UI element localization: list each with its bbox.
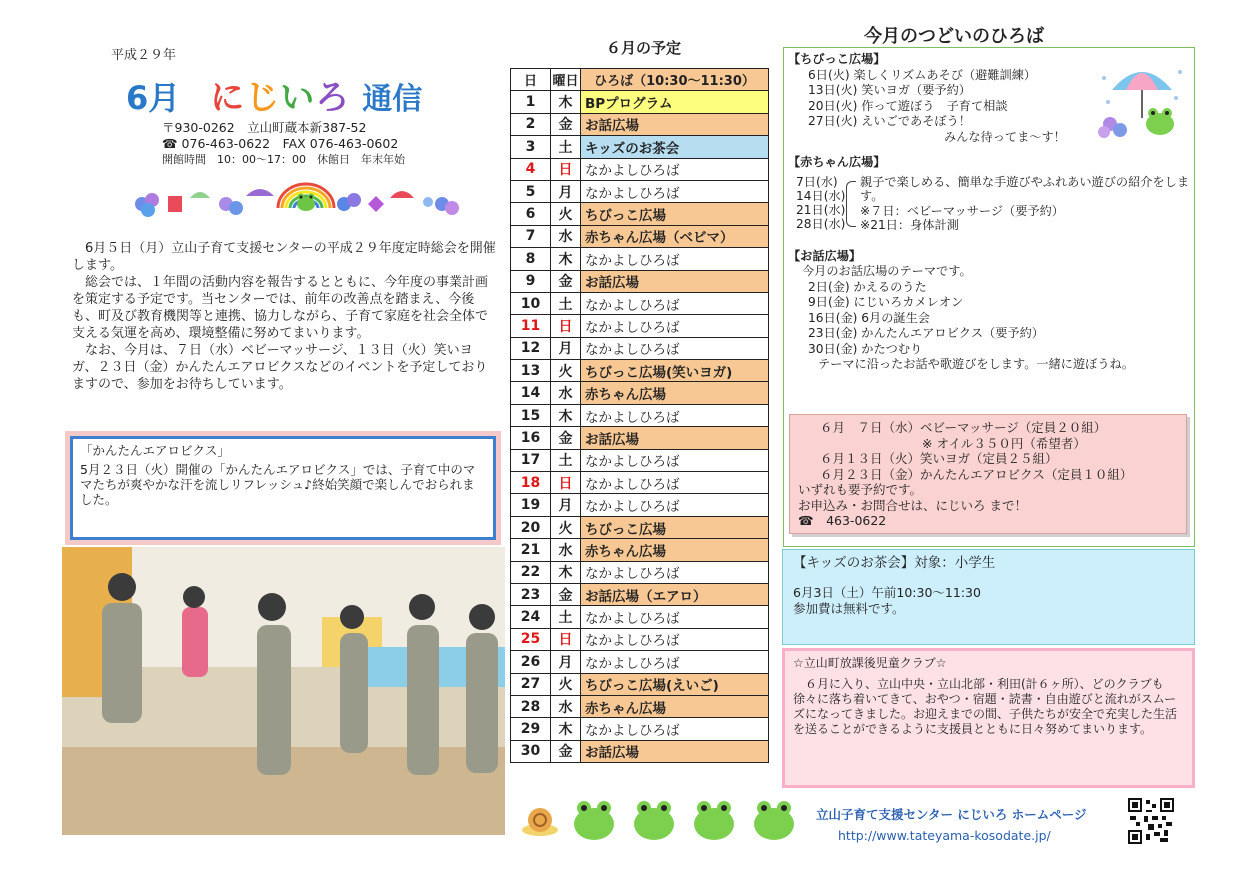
schedule-day: 10 [511, 292, 551, 314]
schedule-event: ちびっこ広場 [581, 203, 769, 225]
schedule-day: 25 [511, 628, 551, 650]
schedule-weekday: 月 [551, 180, 581, 202]
after-school-club-box [782, 648, 1195, 788]
aerobics-body: 5月２３日（火）開催の「かんたんエアロビクス」では、子育て中のママたちが爽やかな汗を流しリフレッシュ♪終始笑顔で楽しんでおられました。 [80, 462, 476, 507]
era-label: 平成２９年 [111, 48, 177, 63]
akachan-desc-line: ※７日：ベビーマッサージ（要予約） [860, 203, 1064, 218]
ohanashi-item: 2日(金) かえるのうた [808, 279, 927, 294]
akachan-days [788, 175, 846, 233]
schedule-day: 4 [511, 158, 551, 180]
chibikko-item: 20日(火) 作って遊ぼう 子育て相談 [808, 98, 1008, 113]
kids-date: 6月3日（土）午前10:30～11:30 [793, 585, 981, 600]
schedule-row [511, 673, 769, 695]
schedule-weekday: 日 [551, 158, 581, 180]
schedule-weekday: 土 [551, 606, 581, 628]
frog-icon [694, 801, 734, 840]
schedule-row [511, 718, 769, 740]
schedule-day: 24 [511, 606, 551, 628]
schedule-day: 1 [511, 91, 551, 113]
hydrangea-icon [135, 193, 159, 217]
schedule-day: 19 [511, 494, 551, 516]
postal-address: 〒930-0262 立山町蔵本新387-52 [162, 120, 367, 135]
notice-line: ６月１３日（火）笑いヨガ（定員２５組） [820, 451, 1058, 466]
akachan-desc-line: ※21日：身体計測 [860, 218, 959, 232]
schedule-event: BPプログラム [581, 91, 769, 113]
schedule-event: ちびっこ広場(笑いヨガ) [581, 360, 769, 382]
schedule-row [511, 136, 769, 158]
schedule-day: 29 [511, 718, 551, 740]
chibikko-item: 27日(火) えいごであそぼう！ [808, 114, 971, 128]
schedule-weekday: 木 [551, 561, 581, 583]
akachan-day: 21日(水) [796, 202, 846, 217]
schedule-row [511, 382, 769, 404]
schedule-weekday: 木 [551, 248, 581, 270]
schedule-day: 21 [511, 539, 551, 561]
schedule-row [511, 225, 769, 247]
schedule-event: お話広場 [581, 270, 769, 292]
intro-paragraph: 総会では、１年間の活動内容を報告するとともに、今年度の事業計画を策定する予定です。当センターでは、前年の改善点を踏まえ、今後も、町及び教育機関等と連携、協力しながら、子育て家庭を社会全体で支える気運を高め、環境整備に努めてまいります。 [72, 275, 489, 341]
schedule-event: なかよしひろば [581, 248, 769, 270]
schedule-weekday: 金 [551, 270, 581, 292]
schedule-header-row [511, 69, 769, 91]
umbrella-frog-icon [1096, 58, 1188, 140]
qr-code-icon[interactable] [1128, 798, 1174, 844]
schedule-day: 12 [511, 337, 551, 359]
schedule-day: 3 [511, 136, 551, 158]
chibikko-heading: 【ちびっこ広場】 [788, 52, 886, 66]
schedule-day: 17 [511, 449, 551, 471]
schedule-row [511, 695, 769, 717]
akachan-section [788, 175, 1190, 233]
hiroba-title: 今月のつどいのひろば [864, 26, 1044, 47]
schedule-event: なかよしひろば [581, 315, 769, 337]
aerobics-report-box [70, 436, 496, 540]
kids-heading: 【キッズのお茶会】対象：小学生 [793, 555, 996, 571]
hydrangea-icon [1098, 117, 1127, 138]
schedule-row [511, 315, 769, 337]
schedule-event: お話広場 [581, 427, 769, 449]
schedule-weekday: 水 [551, 382, 581, 404]
schedule-row [511, 539, 769, 561]
kids-fee: 参加費は無料です。 [793, 601, 905, 616]
akachan-brace [846, 181, 856, 227]
schedule-day: 16 [511, 427, 551, 449]
schedule-day: 5 [511, 180, 551, 202]
schedule-row [511, 113, 769, 135]
frogs-decoration [518, 794, 804, 844]
schedule-event: なかよしひろば [581, 158, 769, 180]
schedule-event: なかよしひろば [581, 404, 769, 426]
akachan-day: 7日(水) [796, 174, 838, 189]
ohanashi-heading: 【お話広場】 [788, 248, 862, 263]
schedule-row [511, 651, 769, 673]
schedule-event: なかよしひろば [581, 494, 769, 516]
title-month: 6月 [126, 79, 181, 117]
schedule-event: なかよしひろば [581, 628, 769, 650]
schedule-row [511, 628, 769, 650]
schedule-day: 27 [511, 673, 551, 695]
schedule-day: 14 [511, 382, 551, 404]
schedule-event: 赤ちゃん広場（ベビマ） [581, 225, 769, 247]
schedule-header-day: 日 [511, 69, 551, 91]
event-notice-box [789, 414, 1187, 534]
chibikko-closing: みんな待ってま～す！ [944, 129, 1066, 144]
schedule-row [511, 248, 769, 270]
schedule-day: 7 [511, 225, 551, 247]
schedule-day: 9 [511, 270, 551, 292]
schedule-day: 2 [511, 113, 551, 135]
schedule-weekday: 金 [551, 113, 581, 135]
schedule-event: なかよしひろば [581, 337, 769, 359]
ohanashi-closing: テーマに沿ったお話や歌遊びをします。一緒に遊ぼうね。 [818, 357, 1134, 371]
schedule-day: 26 [511, 651, 551, 673]
schedule-weekday: 月 [551, 494, 581, 516]
title-tsushin: 通信 [362, 82, 423, 117]
schedule-day: 6 [511, 203, 551, 225]
schedule-row [511, 158, 769, 180]
akachan-day: 28日(水) [796, 216, 846, 231]
schedule-day: 18 [511, 472, 551, 494]
schedule-weekday: 木 [551, 91, 581, 113]
schedule-weekday: 水 [551, 539, 581, 561]
notice-phone: ☎ 463-0622 [798, 513, 887, 528]
schedule-weekday: 日 [551, 628, 581, 650]
homepage-url[interactable]: http://www.tateyama-kosodate.jp/ [838, 828, 1051, 843]
snail-icon [522, 808, 558, 836]
schedule-event: なかよしひろば [581, 292, 769, 314]
schedule-weekday: 木 [551, 718, 581, 740]
schedule-weekday: 火 [551, 516, 581, 538]
phone-fax: ☎ 076-463-0622 FAX 076-463-0602 [162, 136, 399, 151]
ohanashi-item: 16日(金) 6月の誕生会 [808, 310, 930, 325]
schedule-row [511, 583, 769, 605]
schedule-row [511, 91, 769, 113]
intro-paragraph: なお、今月は、７日（水）ベビーマッサージ、１３日（火）笑いヨガ、２３日（金）かんたんエアロビクスなどのイベントを予定しておりますので、参加をお待ちしています。 [72, 343, 488, 392]
schedule-day: 20 [511, 516, 551, 538]
schedule-row [511, 270, 769, 292]
schedule-row [511, 740, 769, 762]
chibikko-item: 6日(火) 楽しくリズムあそび（避難訓練） [808, 67, 1037, 82]
schedule-event: ちびっこ広場 [581, 516, 769, 538]
schedule-row [511, 472, 769, 494]
schedule-row [511, 606, 769, 628]
schedule-header-event: ひろば（10:30～11:30） [581, 69, 769, 91]
schedule-day: 23 [511, 583, 551, 605]
schedule-day: 30 [511, 740, 551, 762]
schedule-day: 13 [511, 360, 551, 382]
intro-text [72, 240, 496, 393]
schedule-weekday: 土 [551, 449, 581, 471]
schedule-row [511, 203, 769, 225]
homepage-label: 立山子育て支援センター にじいろ ホームページ [816, 807, 1087, 822]
akachan-heading: 【赤ちゃん広場】 [788, 155, 886, 169]
schedule-weekday: 日 [551, 472, 581, 494]
schedule-row [511, 516, 769, 538]
aerobics-photo [62, 547, 505, 835]
schedule-event: キッズのお茶会 [581, 136, 769, 158]
hydrangea-icon [337, 193, 361, 211]
akachan-desc [860, 175, 1190, 233]
schedule-event: お話広場 [581, 740, 769, 762]
hydrangea-decoration-icon [128, 174, 462, 222]
schedule-day: 28 [511, 695, 551, 717]
schedule-header-weekday: 曜日 [551, 69, 581, 91]
notice-line: お申込み・お問合せは、にじいろ まで！ [798, 497, 1027, 513]
schedule-row [511, 180, 769, 202]
schedule-weekday: 金 [551, 583, 581, 605]
schedule-event: ちびっこ広場(えいご) [581, 673, 769, 695]
schedule-event: お話広場（エアロ） [581, 583, 769, 605]
schedule-weekday: 水 [551, 695, 581, 717]
schedule-weekday: 火 [551, 360, 581, 382]
schedule-row [511, 561, 769, 583]
schedule-weekday: 土 [551, 136, 581, 158]
ohanashi-item: 9日(金) にじいろカメレオン [808, 295, 964, 309]
schedule-event: なかよしひろば [581, 472, 769, 494]
frog-icon [1146, 108, 1174, 135]
schedule-day: 11 [511, 315, 551, 337]
ohanashi-item: 23日(金) かんたんエアロビクス（要予約） [808, 326, 1044, 340]
schedule-day: 22 [511, 561, 551, 583]
notice-line: いずれも要予約です。 [798, 482, 923, 497]
ohanashi-item: 30日(金) かたつむり [808, 341, 923, 356]
schedule-table [510, 68, 769, 763]
notice-line: ※ オイル３５０円（希望者） [922, 435, 1086, 451]
schedule-weekday: 月 [551, 337, 581, 359]
schedule-row [511, 449, 769, 471]
schedule-weekday: 火 [551, 673, 581, 695]
schedule-day: 8 [511, 248, 551, 270]
schedule-weekday: 金 [551, 740, 581, 762]
schedule-weekday: 水 [551, 225, 581, 247]
club-body: ６月に入り、立山中央・立山北部・利田(計６ヶ所）、どのクラブも徐々に落ち着いてきて、おやつ・宿題・読書・自由遊びと流れがスムーズになってきました。お迎えまでの間、子供たちが安全で充実した生活を送ることができるように支援員とともに日々努めてまいります。 [793, 677, 1178, 736]
schedule-row [511, 494, 769, 516]
schedule-weekday: 木 [551, 404, 581, 426]
schedule-event: お話広場 [581, 113, 769, 135]
club-heading: ☆立山町放課後児童クラブ☆ [793, 656, 947, 670]
schedule-day: 15 [511, 404, 551, 426]
schedule-weekday: 月 [551, 651, 581, 673]
schedule-event: 赤ちゃん広場 [581, 539, 769, 561]
frog-icon [634, 801, 674, 840]
schedule-row [511, 427, 769, 449]
akachan-day: 14日(水) [796, 188, 846, 203]
schedule-event: なかよしひろば [581, 561, 769, 583]
hydrangea-icon [435, 197, 459, 215]
chibikko-item: 13日(火) 笑いヨガ（要予約） [808, 83, 971, 97]
akachan-desc-line: 親子で楽しめる、簡単な手遊びやふれあい遊びの紹介をします。 [860, 174, 1190, 203]
opening-hours: 開館時間 10：00～17：00 休館日 年末年始 [162, 153, 405, 166]
schedule-weekday: 日 [551, 315, 581, 337]
schedule-weekday: 土 [551, 292, 581, 314]
schedule-event: 赤ちゃん広場 [581, 695, 769, 717]
schedule-event: なかよしひろば [581, 180, 769, 202]
schedule-row [511, 337, 769, 359]
frog-icon [574, 801, 614, 840]
schedule-event: なかよしひろば [581, 606, 769, 628]
title-nijiiro: にじいろ [210, 78, 351, 118]
notice-line: ６月２３日（金）かんたんエアロビクス（定員１０組） [820, 466, 1133, 482]
notice-line: ６月 ７日（水）ベビーマッサージ（定員２０組） [820, 420, 1107, 435]
schedule-weekday: 火 [551, 203, 581, 225]
schedule-event: なかよしひろば [581, 651, 769, 673]
kids-tea-party-box [782, 549, 1195, 645]
schedule-title: ６月の予定 [606, 39, 682, 57]
center-address [162, 120, 405, 168]
schedule-event: なかよしひろば [581, 718, 769, 740]
intro-paragraph: 6月５日（月）立山子育て支援センターの平成２９年度定時総会を開催します。 [72, 241, 496, 273]
schedule-event: なかよしひろば [581, 449, 769, 471]
schedule-row [511, 292, 769, 314]
newsletter-title [126, 70, 422, 116]
schedule-row [511, 404, 769, 426]
hydrangea-icon [219, 197, 243, 215]
schedule-event: 赤ちゃん広場 [581, 382, 769, 404]
frog-icon [754, 801, 794, 840]
schedule-row [511, 360, 769, 382]
schedule-weekday: 金 [551, 427, 581, 449]
aerobics-heading: 「かんたんエアロビクス」 [80, 443, 230, 458]
ohanashi-lead: 今月のお話広場のテーマです。 [802, 264, 972, 278]
